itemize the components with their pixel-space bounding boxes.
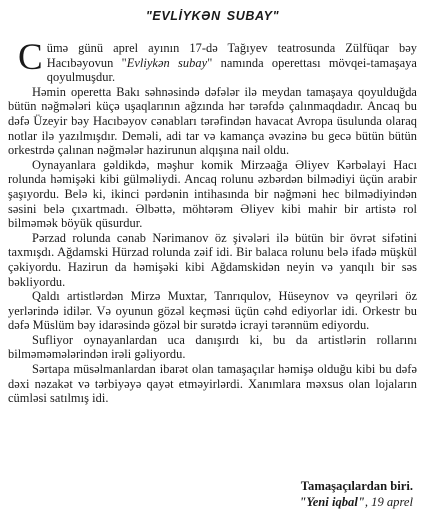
paragraph-7: Sərtapa müsəlmanlardan ibarət olan tamaşaçılar həmişə olduğu kibi bu dəfə dəxi nəzakət və tərbiyəyə qayət etməyirlərdi. Xanımlara məxsus olan lojaların cümləsi satılmış idi. (8, 362, 417, 406)
paragraph-1 (8, 37, 417, 85)
signature-block (299, 478, 413, 510)
article-body (8, 37, 417, 406)
paragraph-4: Pərzad rolunda cənab Nərimanov öz şivələri ilə bütün bir övrət sifətini taxmışdı. Ağdamski Hürzad rolunda zəif idi. Bir balaca rolunu belə ifadə müşkül çəkiyordu. Hazirun da həmişəki kibi Ağdamskidən neyin və yanqılı bir səs bəkliyordu. (8, 230, 417, 289)
paragraph-3: Oynayanlara gəldikdə, məşhur komik Mirzəağa Əliyev Kərbəlayi Hacı rolunda həmişəki kibi gülməliydi. Ancaq rolunu əzbərdən bilmədiyi üçün arabir şaşıyordu. Belə ki, ikinci pərdənin intihasında bir nəğməni hec bilmədiyindən səsini belə çıxartmadı. Əlbəttə, möhtərəm Əliyev kibi mahir bir artistə rol bilməmək böyük qüsurdur. (8, 157, 417, 231)
operetta-name: Evliykən subay (126, 55, 208, 70)
paragraph-6: Sufliyor oynayanlardan uca danışırdı ki, bu da artistlərin rollarını bilməməmələrindən irəli gəliyordu. (8, 332, 417, 362)
drop-cap: C (18, 37, 43, 78)
paragraph-1-text-after: " namında operettası mövqei-tamaşaya qoyulmuşdur. (46, 55, 417, 85)
source-citation (299, 494, 413, 510)
newspaper-name: "Yeni iqbal" (299, 495, 365, 509)
paragraph-1-text-before: ümə günü aprel ayının 17-də Tağıyev teatrosunda Zülfüqar bəy Hacıbəyovun " (46, 41, 417, 70)
publication-date: , 19 aprel (364, 495, 413, 509)
article-title: "EVLİYKƏN SUBAY" (145, 9, 280, 23)
author-signature: Tamaşaçılardan biri. (300, 479, 413, 493)
paragraph-5: Qaldı artistlərdən Mirzə Muxtar, Tanrıqulov, Hüseynov və qeyriləri öz yerlərində idilər. Və oyunun gözəl keçməsi üçün cəhd ediyorlar idi. Orkestr bu dəfə Müslüm bəy idarəsində gözəl bir surətdə icrayi tərənnüm ediyordu. (8, 289, 417, 333)
paragraph-2: Həmin operetta Bakı səhnəsində dəfələr ilə meydan tamaşaya qoyulduğda bütün nəğmələri küçə uşaqlarının ağzında hər tərəfdə çalınmaqdadır. Ancaq bu dəfə Üzeyir bəy Hacıbəyov cənabları tərəfindən havacat Avropa üsulunda olaraq notlar ilə yazılmışdır. Deməli, adi tar və kamança əvəzinə bu gecə bütün bütün orkestrdə çalınan nəğmələr hazirunun alqışına nail oldu. (8, 84, 417, 158)
